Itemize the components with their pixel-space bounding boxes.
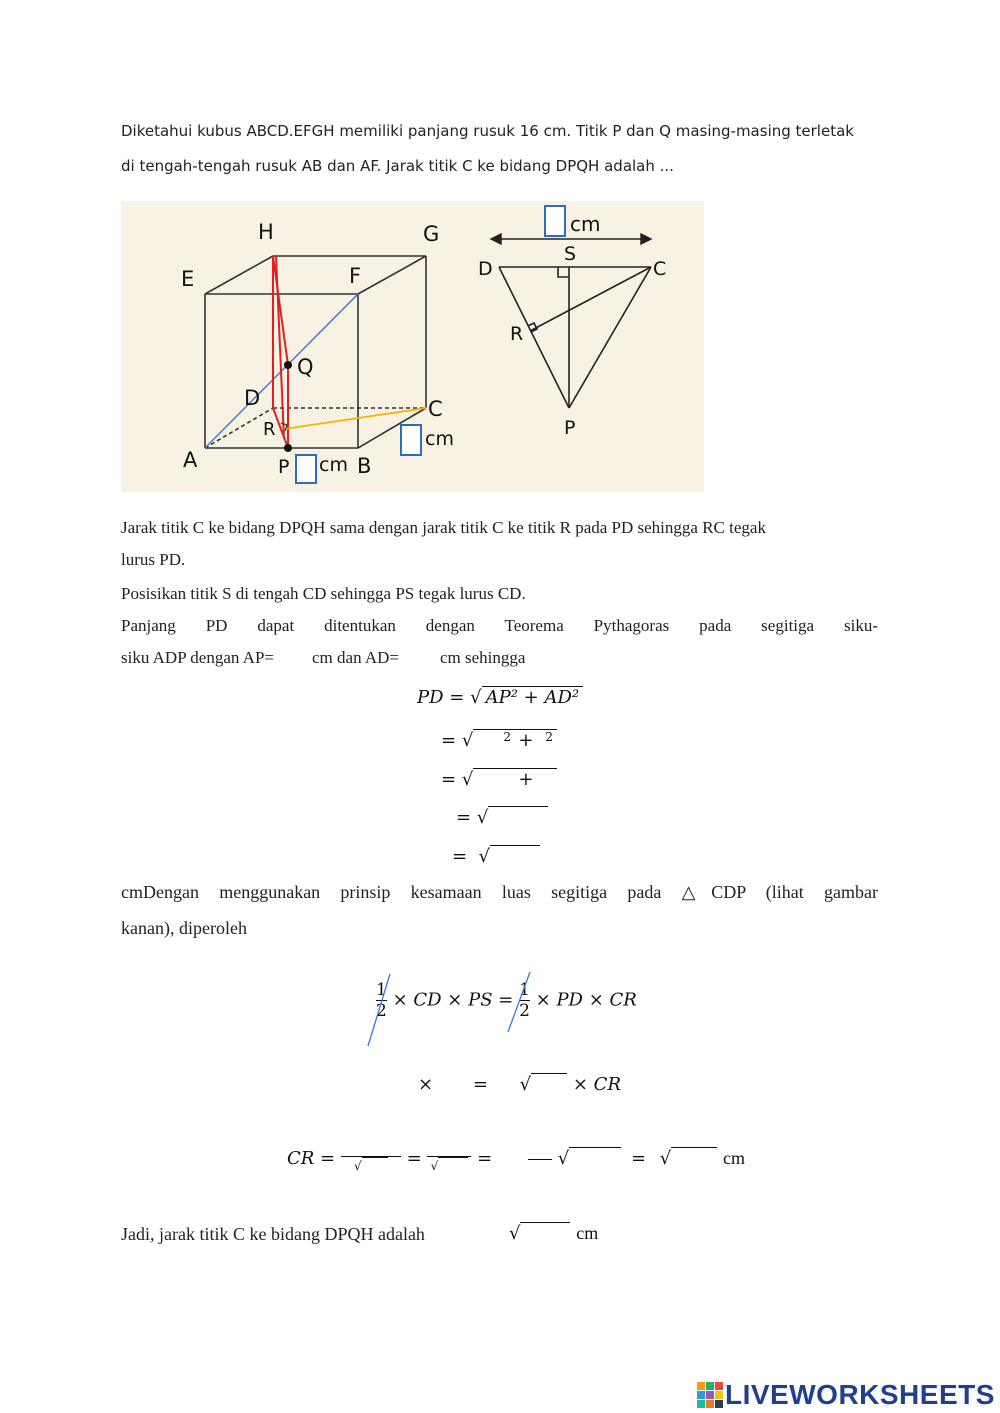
cancel-strokes bbox=[360, 972, 540, 1050]
cr-fraction-3 bbox=[528, 1159, 552, 1160]
tri-label-s: S bbox=[564, 243, 577, 265]
pd-step-2 bbox=[441, 729, 557, 751]
pd-eq-5: = bbox=[452, 846, 468, 867]
problem-line-1: Diketahui kubus ABCD.EFGH memiliki panjang rusuk 16 cm. Titik P dan Q masing-masing terletak bbox=[121, 122, 854, 140]
liveworksheets-icon bbox=[697, 1382, 723, 1408]
explanation-line-1: Jarak titik C ke bidang DPQH sama dengan jarak titik C ke titik R pada PD sehingga RC tegak bbox=[121, 518, 766, 537]
tri-label-r: R bbox=[510, 323, 524, 345]
conclusion-text: Jadi, jarak titik C ke bidang DPQH adalah bbox=[121, 1224, 425, 1244]
point-q bbox=[284, 361, 292, 369]
label-p: P bbox=[278, 456, 290, 478]
explanation-s-point: Posisikan titik S di tengah CD sehingga PS tegak lurus CD. bbox=[121, 584, 526, 603]
triangle-length-input[interactable] bbox=[544, 205, 566, 237]
sqrt-icon: √ bbox=[470, 687, 482, 708]
cr-radicand-3 bbox=[569, 1147, 621, 1169]
row2-times: × bbox=[418, 1074, 434, 1095]
cr-unit: cm bbox=[723, 1148, 745, 1168]
label-b: B bbox=[357, 454, 372, 478]
tri-label-d: D bbox=[478, 258, 493, 280]
tri-label-p: P bbox=[564, 417, 576, 439]
explanation-sehingga: cm sehingga bbox=[440, 648, 526, 667]
label-r: R bbox=[263, 419, 276, 440]
explanation-ap-label: siku ADP dengan AP= bbox=[121, 648, 274, 667]
row2-equals: = bbox=[472, 1074, 488, 1095]
point-p bbox=[284, 444, 292, 452]
sqrt-icon: √ bbox=[519, 1074, 532, 1095]
cube-edge-bc-input[interactable] bbox=[400, 424, 422, 456]
cr-equation bbox=[287, 1144, 745, 1174]
geometry-figure bbox=[121, 201, 704, 492]
cr-fraction-1 bbox=[341, 1144, 401, 1174]
pd-radicand-3 bbox=[473, 768, 557, 790]
label-c: C bbox=[428, 397, 443, 421]
explanation-ad-label: cm dan AD= bbox=[312, 648, 400, 667]
pd-radicand-5 bbox=[490, 845, 540, 867]
pd-plus-2: + bbox=[518, 730, 534, 751]
pd-step-5 bbox=[452, 845, 540, 867]
sqrt-icon: √ bbox=[354, 1159, 362, 1173]
problem-line-2: di tengah-tengah rusuk AB dan AF. Jarak titik C ke bidang DPQH adalah ... bbox=[121, 157, 674, 175]
label-d: D bbox=[244, 386, 261, 410]
half-denominator-right: 2 bbox=[519, 1001, 530, 1021]
pd-eq-4: = bbox=[456, 807, 472, 828]
pd-radicand-1: AP² + AD² bbox=[482, 686, 584, 708]
cr-eq-1: = bbox=[406, 1148, 422, 1169]
sqrt-icon: √ bbox=[557, 1148, 570, 1169]
row2-radicand bbox=[531, 1073, 567, 1095]
pd-step-1 bbox=[417, 686, 583, 708]
pd-radicand-4 bbox=[488, 806, 548, 828]
cr-radicand-4 bbox=[671, 1147, 717, 1169]
sqrt-icon: √ bbox=[430, 1159, 439, 1173]
label-h: H bbox=[258, 220, 274, 244]
sqrt-icon: √ bbox=[509, 1223, 521, 1244]
sqrt-icon: √ bbox=[478, 846, 491, 867]
pd-radicand-2 bbox=[473, 729, 557, 751]
pd-lhs: PD bbox=[417, 687, 444, 708]
explanation-pd-line-1: Panjang PD dapat ditentukan dengan Teorema Pythagoras pada segitiga siku- bbox=[121, 616, 878, 635]
label-f: F bbox=[349, 264, 362, 288]
square-exponent-1: 2 bbox=[503, 730, 511, 744]
half-numerator-right: 1 bbox=[519, 980, 530, 1000]
conclusion-radicand bbox=[520, 1222, 570, 1244]
conclusion-unit: cm bbox=[576, 1223, 599, 1243]
pd-step-4 bbox=[456, 806, 548, 828]
cr-fraction-2 bbox=[427, 1144, 471, 1174]
area-rhs: × PD × CR bbox=[535, 989, 637, 1011]
cube-unit-bottom: cm bbox=[319, 454, 348, 476]
pd-eq-1: = bbox=[449, 687, 465, 708]
pd-eq-3: = bbox=[441, 769, 457, 790]
conclusion-answer bbox=[509, 1222, 598, 1244]
row2-rhs: × CR bbox=[572, 1074, 622, 1095]
cube-unit-right: cm bbox=[425, 428, 454, 450]
cr-eq-3: = bbox=[630, 1148, 647, 1169]
tri-label-c: C bbox=[653, 258, 667, 280]
square-exponent-2: 2 bbox=[545, 730, 553, 744]
cr-eq-2: = bbox=[477, 1148, 493, 1169]
label-a: A bbox=[183, 448, 198, 472]
label-e: E bbox=[181, 267, 195, 291]
pd-eq-2: = bbox=[441, 730, 457, 751]
area-principle-line-2: kanan), diperoleh bbox=[121, 918, 247, 938]
area-principle-line-1: cmDengan menggunakan prinsip kesamaan luas segitiga pada △CDP (lihat gambar bbox=[121, 882, 878, 902]
triangle-unit-top: cm bbox=[570, 212, 601, 236]
half-numerator-left: 1 bbox=[376, 980, 387, 1000]
sqrt-icon: √ bbox=[659, 1148, 672, 1169]
sqrt-icon: √ bbox=[461, 769, 474, 790]
cube-edges bbox=[205, 256, 426, 448]
cube-edge-pb-input[interactable] bbox=[295, 454, 317, 484]
area-equation-row-2 bbox=[418, 1073, 621, 1095]
liveworksheets-logo bbox=[697, 1378, 995, 1412]
pd-step-3 bbox=[441, 768, 557, 790]
pd-plus-3: + bbox=[518, 769, 534, 790]
half-denominator-left: 2 bbox=[376, 1001, 387, 1021]
sqrt-icon: √ bbox=[476, 807, 489, 828]
liveworksheets-wordmark: LIVEWORKSHEETS bbox=[725, 1379, 995, 1410]
area-lhs: × CD × PS = bbox=[392, 989, 514, 1011]
explanation-line-2: lurus PD. bbox=[121, 550, 186, 569]
label-q: Q bbox=[297, 355, 314, 379]
label-g: G bbox=[423, 222, 440, 246]
sqrt-icon: √ bbox=[461, 730, 474, 751]
cr-lhs: CR = bbox=[287, 1148, 336, 1169]
